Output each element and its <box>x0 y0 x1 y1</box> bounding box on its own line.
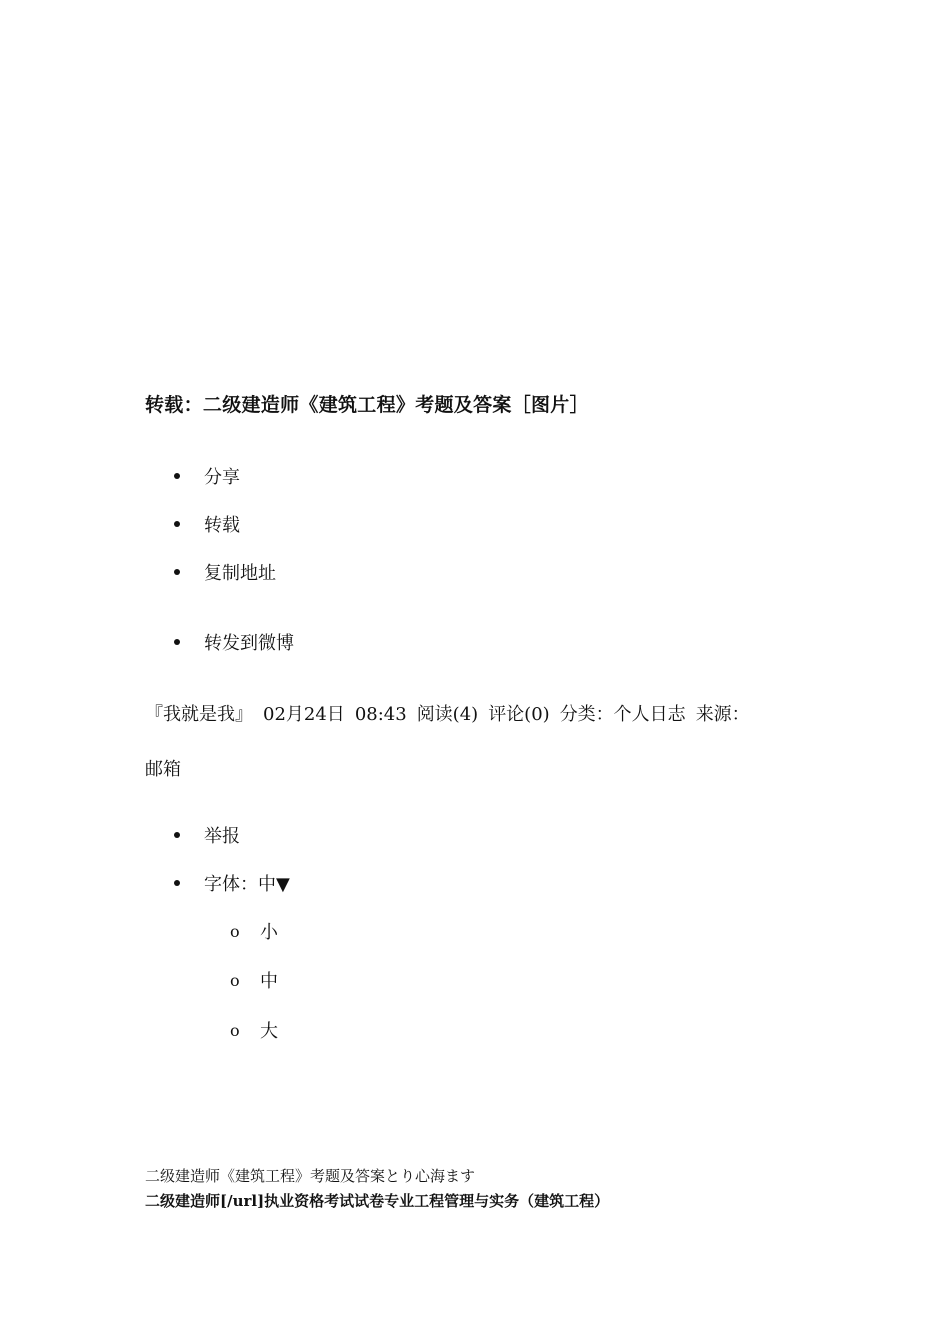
source-label: 来源： <box>695 704 750 725</box>
font-option-medium[interactable] <box>230 967 278 993</box>
bullet-icon <box>174 521 180 527</box>
forward-weibo-action[interactable] <box>172 629 294 655</box>
author-link[interactable]: 『我就是我』 <box>145 704 253 725</box>
post-date: 02月24日 <box>263 704 345 725</box>
report-label: 举报 <box>204 826 240 847</box>
bullet-icon <box>174 880 180 886</box>
bullet-icon <box>174 569 180 575</box>
source-value[interactable]: 邮箱 <box>145 759 181 780</box>
post-meta <box>145 700 760 726</box>
forward-weibo-label: 转发到微博 <box>204 633 294 654</box>
font-size-label: 字体：中▼ <box>204 874 290 895</box>
body-text-line: 二级建造师《建筑工程》考题及答案とり心海ます <box>145 1167 476 1185</box>
bullet-icon <box>174 473 180 479</box>
bullet-icon <box>174 832 180 838</box>
bullet-icon <box>174 639 180 645</box>
comment-count[interactable]: 评论(0) <box>488 704 550 725</box>
font-option-label: 中 <box>260 971 278 992</box>
font-option-label: 大 <box>260 1021 278 1042</box>
body-heading-line: 二级建造师[/url]执业资格考试试卷专业工程管理与实务（建筑工程） <box>145 1192 610 1210</box>
category-link[interactable]: 分类：个人日志 <box>559 704 686 725</box>
post-time: 08:43 <box>354 704 407 725</box>
copy-address-label: 复制地址 <box>204 563 276 584</box>
sub-bullet-icon: o <box>230 1020 240 1040</box>
repost-label: 转载 <box>204 515 240 536</box>
sub-bullet-icon: o <box>230 921 240 941</box>
copy-address-action[interactable] <box>172 559 276 585</box>
read-count[interactable]: 阅读(4) <box>416 704 479 725</box>
share-label: 分享 <box>204 467 240 488</box>
sub-bullet-icon: o <box>230 970 240 990</box>
font-option-small[interactable] <box>230 918 278 944</box>
font-option-label: 小 <box>260 922 278 943</box>
report-action[interactable] <box>172 822 240 848</box>
font-size-dropdown[interactable] <box>172 870 290 896</box>
font-option-large[interactable] <box>230 1017 278 1043</box>
repost-action[interactable] <box>172 511 240 537</box>
article-title: 转载：二级建造师《建筑工程》考题及答案［图片］ <box>145 394 589 416</box>
share-action[interactable] <box>172 463 240 489</box>
